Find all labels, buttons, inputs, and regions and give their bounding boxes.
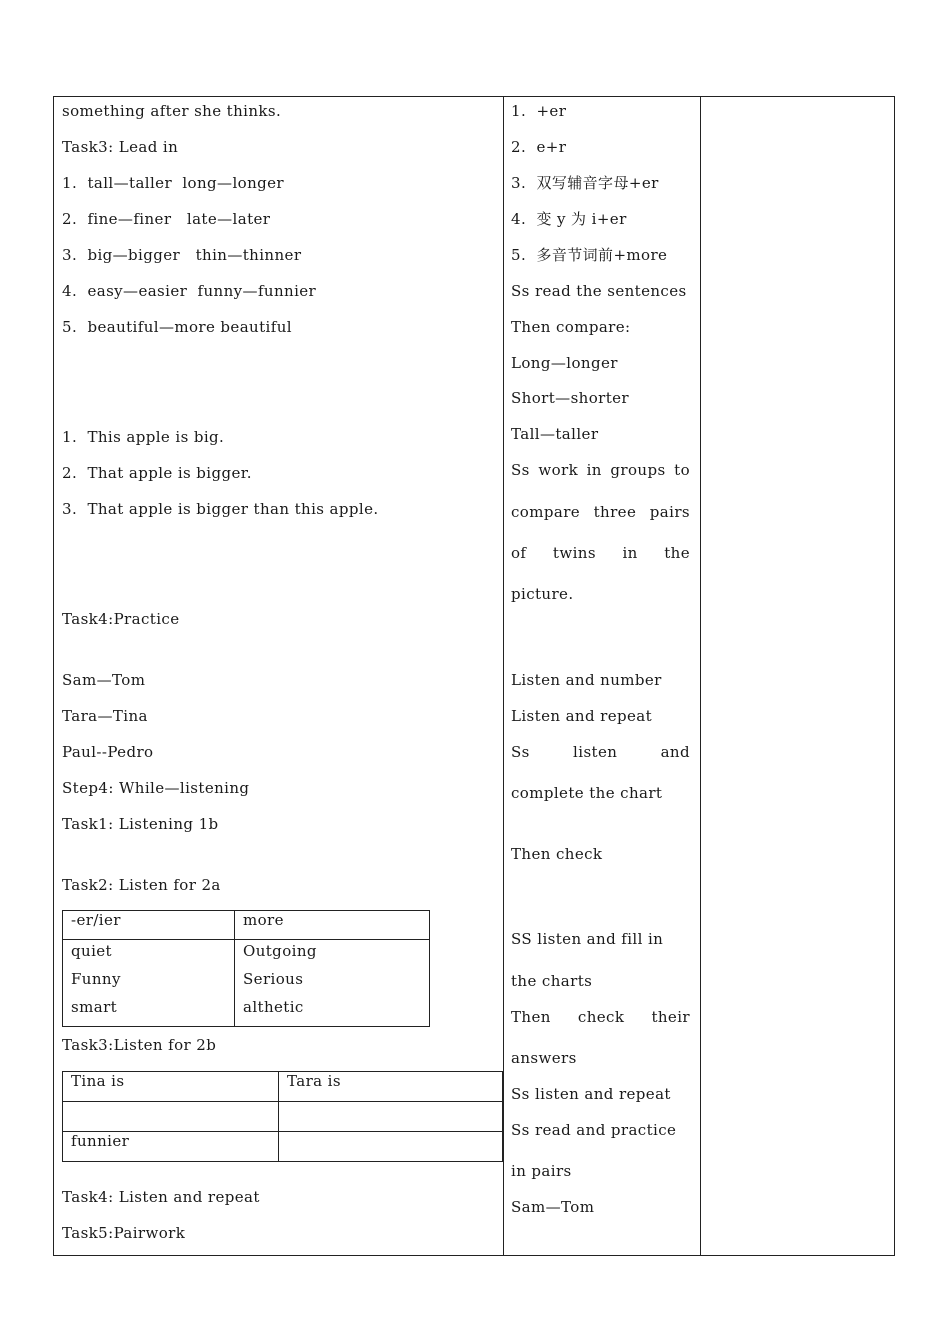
text-line: Tall—taller	[511, 425, 599, 443]
task-heading: Task2: Listen for 2a	[62, 876, 221, 894]
table-cell: funnier	[63, 1132, 279, 1162]
task-heading: Task3:Listen for 2b	[62, 1036, 217, 1054]
text-line: Ss work in groups to	[511, 461, 690, 479]
text-line: Ss read and practice	[511, 1121, 677, 1139]
task-heading: Task5:Pairwork	[62, 1224, 186, 1242]
text-line: Ss read the sentences	[511, 282, 687, 300]
text-line: Ss listen and	[511, 743, 690, 761]
table-header: -er/ier	[63, 911, 235, 940]
text-line: complete the chart	[511, 784, 663, 802]
table-cell	[63, 1102, 279, 1132]
list-item: 2. fine—finer late—later	[62, 210, 271, 228]
text-line: Short—shorter	[511, 389, 630, 407]
text-line: Sam—Tom	[511, 1198, 595, 1216]
text-line: in pairs	[511, 1162, 572, 1180]
list-item: 3. 双写辅音字母+er	[511, 174, 659, 192]
text-line: Sam—Tom	[62, 671, 146, 689]
list-item: 4. 变 y 为 i+er	[511, 210, 627, 228]
text-line: of twins in the	[511, 544, 690, 562]
text-line: SS listen and fill in	[511, 930, 664, 948]
text-line: Then check their	[511, 1008, 690, 1026]
table-cell: Outgoing Serious althetic	[235, 940, 430, 1027]
table-cell: quiet Funny smart	[63, 940, 235, 1027]
step-heading: Step4: While—listening	[62, 779, 250, 797]
text-line: Long—longer	[511, 354, 618, 372]
list-item: 3. big—bigger thin—thinner	[62, 246, 302, 264]
list-item: 3. That apple is bigger than this apple.	[62, 500, 379, 518]
task-heading: Task4: Listen and repeat	[62, 1188, 260, 1206]
table-header: Tara is	[279, 1072, 503, 1102]
list-item: 1. This apple is big.	[62, 428, 225, 446]
text-line: picture.	[511, 585, 574, 603]
text-line: Paul--Pedro	[62, 743, 154, 761]
task-heading: Task4:Practice	[62, 610, 180, 628]
text-line: answers	[511, 1049, 577, 1067]
text-line: Then compare:	[511, 318, 631, 336]
table-cell	[279, 1132, 503, 1162]
task-heading: Task1: Listening 1b	[62, 815, 219, 833]
list-item: 2. e+r	[511, 138, 567, 156]
student-activities-column	[503, 97, 701, 1255]
text-line: compare three pairs	[511, 503, 690, 521]
table-header: Tina is	[63, 1072, 279, 1102]
text-line: something after she thinks.	[62, 102, 282, 120]
task-heading: Task3: Lead in	[62, 138, 179, 156]
text-line: the charts	[511, 972, 593, 990]
list-item: 2. That apple is bigger.	[62, 464, 252, 482]
table-cell	[279, 1102, 503, 1132]
notes-column	[700, 97, 894, 1255]
list-item: 4. easy—easier funny—funnier	[62, 282, 317, 300]
table-2a	[62, 910, 430, 1027]
teaching-steps-column	[54, 97, 504, 1255]
table-header: more	[235, 911, 430, 940]
text-line: Ss listen and repeat	[511, 1085, 671, 1103]
text-line: Tara—Tina	[62, 707, 148, 725]
lesson-plan-table	[53, 96, 895, 1256]
list-item: 1. +er	[511, 102, 567, 120]
list-item: 5. beautiful—more beautiful	[62, 318, 292, 336]
text-line: Then check	[511, 845, 603, 863]
list-item: 5. 多音节词前+more	[511, 246, 668, 264]
text-line: Listen and number	[511, 671, 662, 689]
text-line: Listen and repeat	[511, 707, 653, 725]
table-2b	[62, 1071, 503, 1162]
list-item: 1. tall—taller long—longer	[62, 174, 284, 192]
